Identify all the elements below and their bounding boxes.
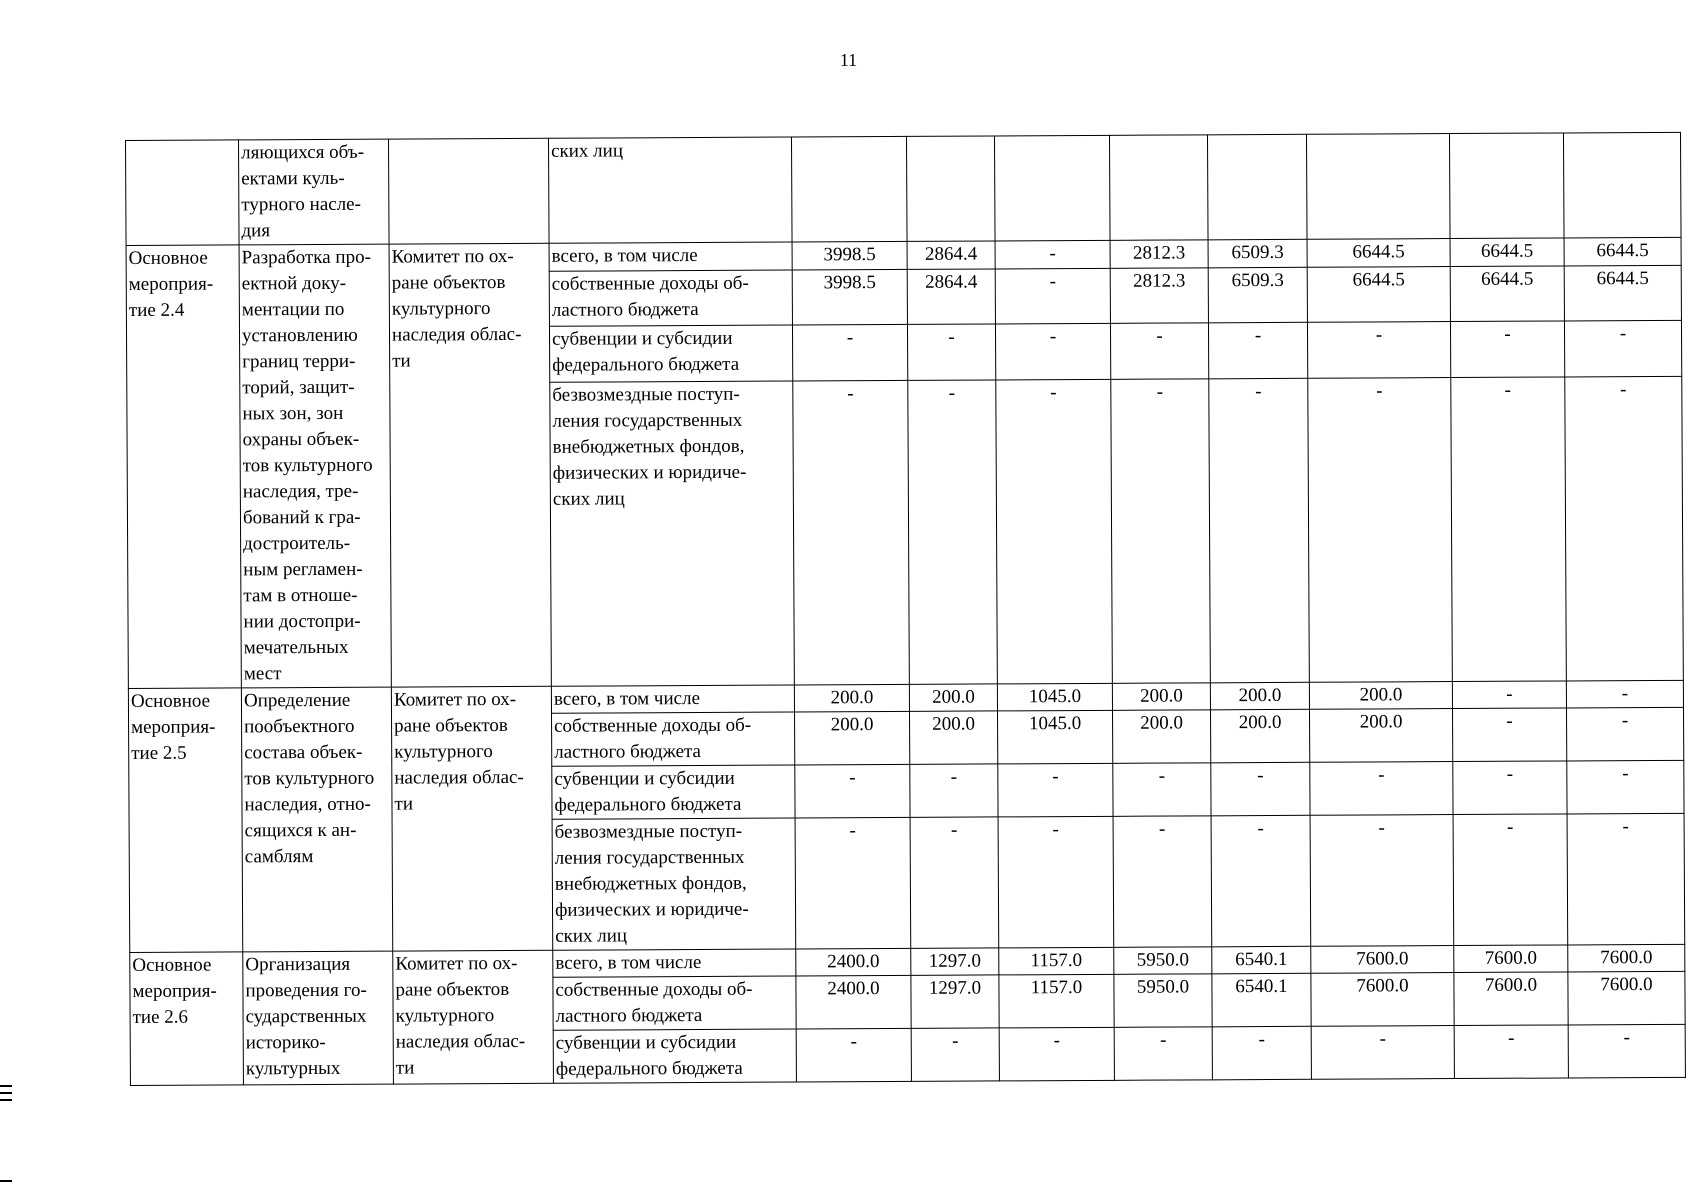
value-cell: 2812.3 <box>1110 268 1208 324</box>
value-cell: 3998.5 <box>792 241 907 270</box>
value-cell <box>1109 135 1208 241</box>
value-cell: - <box>999 1027 1114 1081</box>
value-cell: 5950.0 <box>1114 947 1212 975</box>
value-cell: 6644.5 <box>1450 238 1564 267</box>
value-cell: 200.0 <box>795 711 910 765</box>
funding-source-cell: собственные доходы об- ластного бюджета <box>549 270 792 327</box>
value-cell: - <box>1308 377 1453 682</box>
value-cell: 6509.3 <box>1208 267 1307 323</box>
executor-cell: Комитет по ох- ране объектов культурного наследия облас- ти <box>393 950 554 1084</box>
value-cell: 2864.4 <box>907 269 995 325</box>
value-cell: - <box>1209 378 1310 683</box>
value-cell: - <box>1114 1027 1212 1081</box>
value-cell: 200.0 <box>1309 682 1452 710</box>
value-cell <box>1306 134 1450 240</box>
funding-source-cell: всего, в том числе <box>553 949 796 977</box>
value-cell: - <box>1450 321 1564 377</box>
value-cell: - <box>1110 323 1208 379</box>
value-cell: 200.0 <box>909 684 997 711</box>
value-cell <box>1207 134 1307 240</box>
value-cell: 2400.0 <box>796 975 911 1029</box>
budget-table-wrapper <box>125 132 1685 1086</box>
value-cell: - <box>907 324 995 380</box>
value-cell: 7600.0 <box>1311 973 1454 1027</box>
value-cell: - <box>910 817 999 948</box>
activity-cell: Основное мероприя- тие 2.5 <box>128 688 242 953</box>
margin-mark <box>0 1085 12 1087</box>
description-cell: Определение пообъектного состава объек- тов культурного наследия, отно- сящихся к ан- самблям <box>241 687 392 952</box>
value-cell: 1157.0 <box>999 974 1114 1028</box>
value-cell: 2812.3 <box>1110 240 1208 269</box>
value-cell: - <box>1566 680 1683 708</box>
value-cell: - <box>998 816 1114 948</box>
value-cell: - <box>1453 761 1567 815</box>
value-cell <box>1563 132 1681 238</box>
value-cell: - <box>1208 323 1307 379</box>
funding-source-cell: субвенции и субсидии федерального бюджета <box>552 765 795 819</box>
value-cell: 7600.0 <box>1568 944 1685 972</box>
value-cell: - <box>1113 816 1212 948</box>
budget-table <box>125 132 1686 1086</box>
value-cell: - <box>1212 1026 1311 1080</box>
funding-source-cell: безвозмездные поступ- ления государственных внебюджетных фондов, физических и юридиче- ских лиц <box>552 818 796 950</box>
value-cell: - <box>1311 1026 1454 1080</box>
executor-cell: Комитет по ох- ране объектов культурного наследия облас- ти <box>391 686 552 951</box>
funding-source-cell: собственные доходы об- ластного бюджета <box>552 712 795 766</box>
value-cell: 1045.0 <box>998 710 1113 764</box>
value-cell: 1297.0 <box>911 975 999 1028</box>
value-cell: - <box>908 380 998 685</box>
value-cell: - <box>1567 813 1685 945</box>
value-cell: - <box>793 380 910 685</box>
activity-cell: Основное мероприя- тие 2.4 <box>126 245 241 689</box>
value-cell: 3998.5 <box>792 270 907 326</box>
margin-mark <box>0 1180 12 1182</box>
executor-cell <box>388 138 549 244</box>
value-cell: - <box>1111 378 1211 683</box>
value-cell: 2864.4 <box>907 241 995 270</box>
value-cell: - <box>1310 815 1454 947</box>
value-cell: 6644.5 <box>1307 239 1450 268</box>
activity-cell <box>126 140 240 246</box>
funding-source-cell: субвенции и субсидии федерального бюджета <box>553 1029 796 1083</box>
value-cell: 200.0 <box>910 711 998 764</box>
value-cell: - <box>995 324 1110 380</box>
description-cell: Разработка про- ектной доку- ментации по установлению границ терри- торий, защит- ных зон, зон охраны объек- тов культурного наследия, тре- бований к гра- достроитель- ным регламен- там в отноше- нии достопри- мечательных мест <box>239 244 391 688</box>
funding-source-cell: всего, в том числе <box>549 242 792 271</box>
value-cell: 5950.0 <box>1114 974 1212 1028</box>
margin-mark <box>0 1092 12 1094</box>
value-cell: 6644.5 <box>1307 267 1450 323</box>
value-cell: 6509.3 <box>1208 239 1307 268</box>
value-cell: 1045.0 <box>997 683 1112 711</box>
value-cell: 6540.1 <box>1212 946 1311 974</box>
value-cell: - <box>998 763 1113 817</box>
value-cell: 200.0 <box>794 684 909 712</box>
value-cell: - <box>910 764 998 817</box>
value-cell: - <box>996 379 1113 684</box>
table-row <box>126 132 1682 245</box>
value-cell: - <box>911 1028 999 1081</box>
value-cell: - <box>1451 377 1567 682</box>
value-cell: - <box>1452 708 1566 762</box>
executor-cell: Комитет по ох- ране объектов культурного наследия облас- ти <box>389 243 551 687</box>
page-number: 11 <box>839 50 858 70</box>
value-cell <box>906 136 995 241</box>
value-cell: - <box>1453 814 1568 946</box>
value-cell: - <box>995 240 1110 269</box>
value-cell: 6644.5 <box>1450 266 1564 322</box>
margin-mark <box>0 1099 12 1101</box>
description-cell: Организация проведения го- сударственных историко- культурных <box>243 951 394 1085</box>
value-cell <box>791 136 907 242</box>
value-cell: 7600.0 <box>1454 945 1568 973</box>
funding-source-cell: безвозмездные поступ- ления государственных внебюджетных фондов, физических и юридиче- ских лиц <box>550 381 795 687</box>
value-cell: 7600.0 <box>1311 946 1454 974</box>
value-cell: - <box>1565 376 1684 681</box>
value-cell: - <box>1113 763 1211 817</box>
value-cell: 1297.0 <box>911 948 999 975</box>
value-cell: - <box>1452 681 1566 709</box>
value-cell: - <box>1567 760 1684 814</box>
value-cell: 1157.0 <box>999 947 1114 975</box>
value-cell: 6644.5 <box>1564 237 1681 266</box>
value-cell: - <box>1310 762 1453 816</box>
value-cell: - <box>1564 321 1681 377</box>
value-cell: 7600.0 <box>1454 972 1568 1026</box>
value-cell: 7600.0 <box>1568 971 1685 1025</box>
activity-cell: Основное мероприя- тие 2.6 <box>130 952 244 1086</box>
value-cell: - <box>795 817 911 949</box>
value-cell: 200.0 <box>1112 710 1210 764</box>
value-cell: - <box>1211 762 1310 816</box>
value-cell: - <box>995 268 1110 324</box>
value-cell <box>994 135 1110 241</box>
value-cell: - <box>1211 815 1311 947</box>
value-cell: - <box>1454 1025 1568 1079</box>
funding-source-cell: субвенции и субсидии федерального бюджета <box>549 325 792 382</box>
value-cell: 200.0 <box>1112 683 1210 711</box>
funding-source-cell: всего, в том числе <box>551 685 794 713</box>
funding-source-cell: собственные доходы об- ластного бюджета <box>553 976 796 1030</box>
description-cell: ляющихся объ- ектами куль- турного насле- дия <box>239 139 390 245</box>
value-cell: - <box>796 1028 911 1082</box>
value-cell: 2400.0 <box>796 948 911 976</box>
funding-source-cell: ских лиц <box>548 137 792 243</box>
value-cell: 6644.5 <box>1564 265 1681 321</box>
value-cell: 200.0 <box>1210 709 1309 763</box>
value-cell: 200.0 <box>1210 682 1309 710</box>
value-cell: - <box>795 764 910 818</box>
value-cell <box>1449 133 1564 239</box>
value-cell: 200.0 <box>1309 709 1452 763</box>
value-cell: - <box>1307 322 1450 378</box>
value-cell: - <box>792 325 907 381</box>
value-cell: 6540.1 <box>1212 973 1311 1027</box>
table-body <box>126 132 1686 1085</box>
value-cell: - <box>1566 707 1683 761</box>
value-cell: - <box>1568 1024 1685 1078</box>
